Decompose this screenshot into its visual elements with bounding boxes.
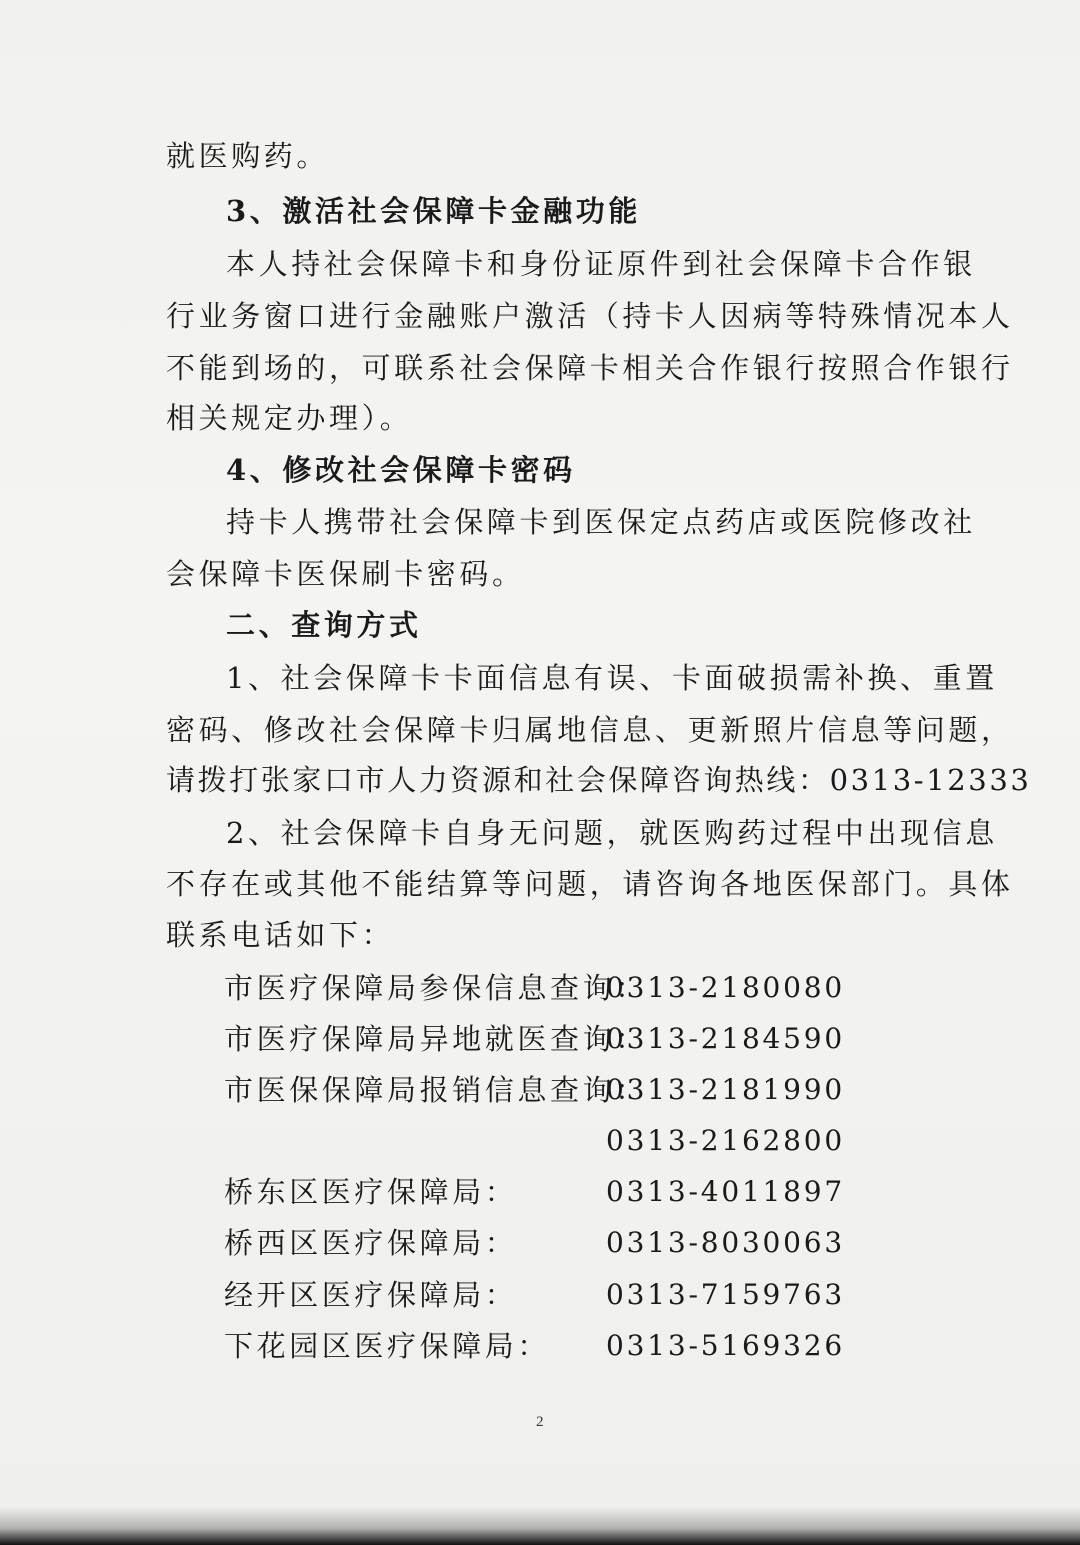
contact-phone: 0313-2184590: [606, 1022, 846, 1055]
section-heading-query-methods: 二、查询方式: [226, 608, 422, 642]
page-number: 2: [536, 1414, 544, 1430]
contact-phone: 0313-2180080: [606, 971, 846, 1004]
contact-label: 桥东区医疗保障局：: [224, 1175, 518, 1209]
contact-label: 市医疗保障局参保信息查询：: [224, 971, 648, 1005]
contact-phone: 0313-8030063: [606, 1226, 846, 1259]
body-line: 行业务窗口进行金融账户激活（持卡人因病等特殊情况本人: [166, 299, 1014, 333]
contact-phone: 0313-7159763: [606, 1278, 846, 1311]
body-line: 不存在或其他不能结算等问题，请咨询各地医保部门。具体: [166, 867, 1014, 901]
body-line: 本人持社会保障卡和身份证原件到社会保障卡合作银: [226, 247, 976, 281]
body-line: 1、社会保障卡卡面信息有误、卡面破损需补换、重置: [226, 661, 998, 695]
bottom-edge-shadow: [0, 1507, 1080, 1545]
contact-phone: 0313-5169326: [606, 1329, 846, 1362]
contact-phone: 0313-2181990: [606, 1073, 846, 1106]
contact-phone: 0313-4011897: [606, 1175, 846, 1208]
body-line-hotline: 请拨打张家口市人力资源和社会保障咨询热线：0313-12333: [166, 763, 1032, 797]
body-line: 就医购药。: [166, 139, 330, 173]
body-line: 会保障卡医保刷卡密码。: [166, 557, 525, 591]
contact-label: 桥西区医疗保障局：: [224, 1226, 518, 1260]
contact-label: 市医疗保障局异地就医查询：: [224, 1022, 648, 1056]
body-line: 2、社会保障卡自身无问题，就医购药过程中出现信息: [226, 816, 998, 850]
body-line: 不能到场的，可联系社会保障卡相关合作银行按照合作银行: [166, 351, 1014, 385]
contact-label: 市医保保障局报销信息查询：: [224, 1073, 648, 1107]
body-line: 密码、修改社会保障卡归属地信息、更新照片信息等问题，: [166, 713, 1014, 747]
section-heading-activate-finance: 3、激活社会保障卡金融功能: [226, 194, 641, 228]
contact-label: 下花园区医疗保障局：: [224, 1329, 551, 1363]
body-line: 相关规定办理）。: [166, 401, 413, 435]
section-heading-change-password: 4、修改社会保障卡密码: [226, 453, 576, 487]
body-line: 持卡人携带社会保障卡到医保定点药店或医院修改社: [226, 505, 976, 539]
contact-phone: 0313-2162800: [606, 1124, 846, 1157]
body-line: 联系电话如下：: [166, 918, 395, 952]
contact-label: 经开区医疗保障局：: [224, 1278, 518, 1312]
